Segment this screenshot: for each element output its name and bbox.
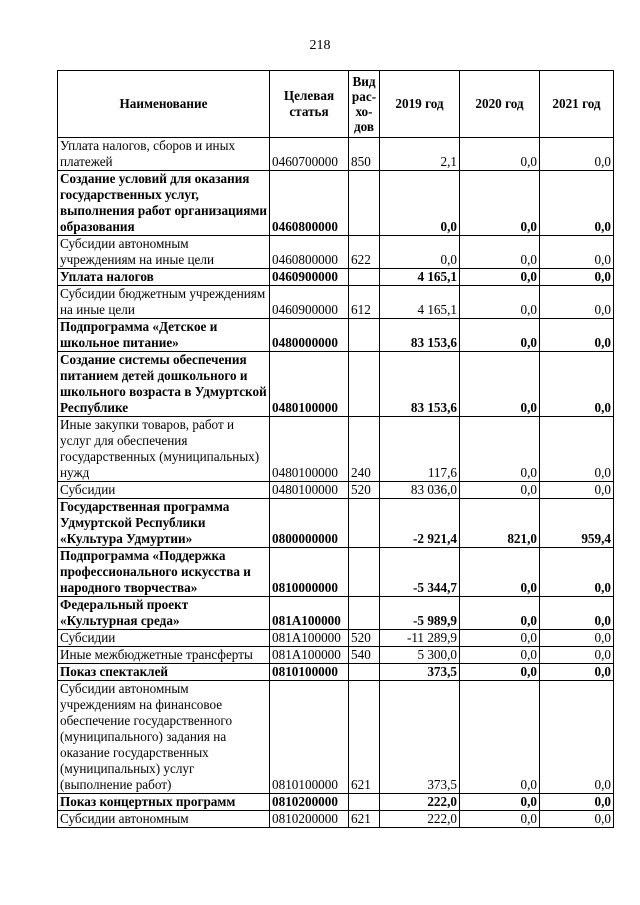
- cell-2020: 0,0: [460, 417, 540, 482]
- cell-2021: 0,0: [540, 236, 614, 269]
- cell-name: Субсидии: [58, 482, 270, 499]
- cell-expense-type: [349, 171, 380, 236]
- table-row: [58, 811, 614, 828]
- cell-2021: 0,0: [540, 319, 614, 352]
- cell-2019: 222,0: [380, 794, 460, 811]
- cell-2021: 0,0: [540, 171, 614, 236]
- cell-name: Подпрограмма «Поддержка профессионального искусства и народного творчества»: [58, 548, 270, 597]
- cell-expense-type: 240: [349, 417, 380, 482]
- cell-expense-type: [349, 548, 380, 597]
- cell-expense-type: [349, 499, 380, 548]
- table-body: [58, 138, 614, 828]
- cell-expense-type: 621: [349, 811, 380, 828]
- table-row: [58, 664, 614, 681]
- cell-name: Государственная программа Удмуртской Республики «Культура Удмуртии»: [58, 499, 270, 548]
- budget-table: [57, 70, 614, 828]
- table-row: [58, 482, 614, 499]
- cell-2020: 821,0: [460, 499, 540, 548]
- cell-2020: 0,0: [460, 647, 540, 664]
- cell-2020: 0,0: [460, 171, 540, 236]
- cell-expense-type: [349, 352, 380, 417]
- cell-expense-type: 622: [349, 236, 380, 269]
- table-row: [58, 319, 614, 352]
- cell-target-code: 0810200000: [270, 811, 349, 828]
- table-row: [58, 499, 614, 548]
- header-2019: 2019 год: [380, 71, 460, 138]
- cell-name: Субсидии автономным: [58, 811, 270, 828]
- cell-2021: 0,0: [540, 597, 614, 630]
- cell-2019: 83 153,6: [380, 319, 460, 352]
- cell-2019: 83 036,0: [380, 482, 460, 499]
- cell-2019: -5 989,9: [380, 597, 460, 630]
- cell-2020: 0,0: [460, 681, 540, 794]
- table-row: [58, 171, 614, 236]
- cell-2020: 0,0: [460, 236, 540, 269]
- cell-target-code: 0460700000: [270, 138, 349, 171]
- table-row: [58, 138, 614, 171]
- cell-2020: 0,0: [460, 664, 540, 681]
- cell-2019: 0,0: [380, 236, 460, 269]
- cell-target-code: 0460800000: [270, 236, 349, 269]
- table-row: [58, 286, 614, 319]
- cell-name: Иные межбюджетные трансферты: [58, 647, 270, 664]
- cell-2019: -11 289,9: [380, 630, 460, 647]
- table-row: [58, 548, 614, 597]
- table-row: [58, 269, 614, 286]
- cell-2020: 0,0: [460, 630, 540, 647]
- cell-target-code: 0810200000: [270, 794, 349, 811]
- cell-target-code: 0480100000: [270, 417, 349, 482]
- cell-name: Уплата налогов: [58, 269, 270, 286]
- cell-expense-type: 621: [349, 681, 380, 794]
- cell-target-code: 0460900000: [270, 286, 349, 319]
- header-2021: 2021 год: [540, 71, 614, 138]
- cell-2021: 0,0: [540, 548, 614, 597]
- cell-2019: 373,5: [380, 681, 460, 794]
- cell-name: Подпрограмма «Детское и школьное питание»: [58, 319, 270, 352]
- cell-target-code: 0810100000: [270, 681, 349, 794]
- cell-2021: 0,0: [540, 138, 614, 171]
- cell-expense-type: 520: [349, 630, 380, 647]
- cell-2021: 0,0: [540, 352, 614, 417]
- cell-name: Субсидии автономным учреждениям на иные цели: [58, 236, 270, 269]
- cell-expense-type: [349, 319, 380, 352]
- cell-expense-type: [349, 597, 380, 630]
- table-row: [58, 417, 614, 482]
- table-row: [58, 630, 614, 647]
- table-row: [58, 647, 614, 664]
- cell-expense-type: [349, 664, 380, 681]
- cell-expense-type: 850: [349, 138, 380, 171]
- header-code: Целевая статья: [270, 71, 349, 138]
- cell-name: Субсидии автономным учреждениям на финансовое обеспечение государственного (муниципального) задания на оказание государственных (муниципальных) услуг (выполнение работ): [58, 681, 270, 794]
- cell-2020: 0,0: [460, 811, 540, 828]
- cell-target-code: 0460900000: [270, 269, 349, 286]
- header-name: Наименование: [58, 71, 270, 138]
- cell-2021: 0,0: [540, 811, 614, 828]
- cell-2020: 0,0: [460, 138, 540, 171]
- cell-name: Иные закупки товаров, работ и услуг для обеспечения государственных (муниципальных) нужд: [58, 417, 270, 482]
- cell-target-code: 0480100000: [270, 352, 349, 417]
- cell-2019: 4 165,1: [380, 286, 460, 319]
- cell-target-code: 0460800000: [270, 171, 349, 236]
- cell-2021: 0,0: [540, 681, 614, 794]
- cell-name: Субсидии: [58, 630, 270, 647]
- cell-2020: 0,0: [460, 269, 540, 286]
- table-row: [58, 236, 614, 269]
- cell-2020: 0,0: [460, 597, 540, 630]
- cell-2021: 0,0: [540, 269, 614, 286]
- cell-target-code: 0810000000: [270, 548, 349, 597]
- cell-2019: -2 921,4: [380, 499, 460, 548]
- cell-name: Создание условий для оказания государственных услуг, выполнения работ организациями образования: [58, 171, 270, 236]
- table-row: [58, 352, 614, 417]
- header-expense-type: Вид рас-хо-дов: [349, 71, 380, 138]
- cell-target-code: 0800000000: [270, 499, 349, 548]
- cell-name: Создание системы обеспечения питанием детей дошкольного и школьного возраста в Удмуртской Республике: [58, 352, 270, 417]
- cell-2020: 0,0: [460, 794, 540, 811]
- cell-2021: 0,0: [540, 630, 614, 647]
- cell-target-code: 0480100000: [270, 482, 349, 499]
- cell-name: Уплата налогов, сборов и иных платежей: [58, 138, 270, 171]
- cell-2019: 0,0: [380, 171, 460, 236]
- cell-2021: 0,0: [540, 794, 614, 811]
- table-row: [58, 597, 614, 630]
- cell-name: Показ концертных программ: [58, 794, 270, 811]
- cell-2020: 0,0: [460, 352, 540, 417]
- cell-target-code: 081A100000: [270, 630, 349, 647]
- table-row: [58, 794, 614, 811]
- cell-expense-type: 540: [349, 647, 380, 664]
- cell-2021: 959,4: [540, 499, 614, 548]
- cell-2019: 117,6: [380, 417, 460, 482]
- cell-2021: 0,0: [540, 417, 614, 482]
- cell-2020: 0,0: [460, 548, 540, 597]
- cell-expense-type: 520: [349, 482, 380, 499]
- cell-target-code: 0810100000: [270, 664, 349, 681]
- table-header-row: [58, 71, 614, 138]
- cell-2019: 2,1: [380, 138, 460, 171]
- cell-2021: 0,0: [540, 286, 614, 319]
- cell-expense-type: [349, 269, 380, 286]
- page-number: 218: [309, 38, 331, 53]
- cell-name: Субсидии бюджетным учреждениям на иные цели: [58, 286, 270, 319]
- cell-expense-type: [349, 794, 380, 811]
- cell-2021: 0,0: [540, 664, 614, 681]
- cell-2019: 222,0: [380, 811, 460, 828]
- cell-2020: 0,0: [460, 319, 540, 352]
- cell-2019: 5 300,0: [380, 647, 460, 664]
- cell-2020: 0,0: [460, 482, 540, 499]
- cell-2020: 0,0: [460, 286, 540, 319]
- cell-name: Федеральный проект «Культурная среда»: [58, 597, 270, 630]
- cell-2019: 4 165,1: [380, 269, 460, 286]
- cell-2019: 83 153,6: [380, 352, 460, 417]
- cell-2019: -5 344,7: [380, 548, 460, 597]
- cell-target-code: 081A100000: [270, 647, 349, 664]
- table-row: [58, 681, 614, 794]
- cell-name: Показ спектаклей: [58, 664, 270, 681]
- cell-2019: 373,5: [380, 664, 460, 681]
- cell-2021: 0,0: [540, 647, 614, 664]
- header-2020: 2020 год: [460, 71, 540, 138]
- cell-target-code: 081A100000: [270, 597, 349, 630]
- cell-expense-type: 612: [349, 286, 380, 319]
- cell-2021: 0,0: [540, 482, 614, 499]
- cell-target-code: 0480000000: [270, 319, 349, 352]
